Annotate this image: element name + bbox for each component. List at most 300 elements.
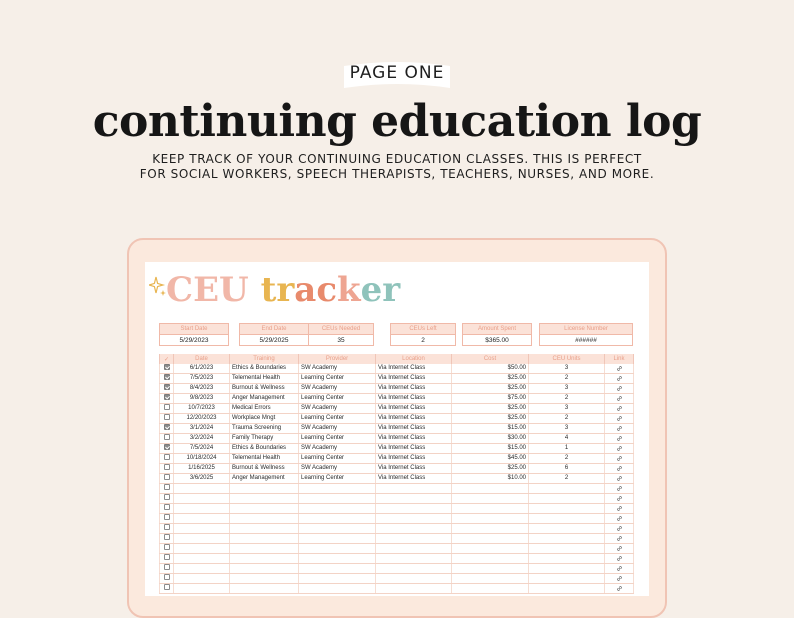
cost-cell[interactable] [452, 504, 529, 514]
checkbox-icon[interactable] [164, 504, 170, 510]
summary-field-start-date[interactable] [159, 323, 229, 346]
date-cell[interactable] [174, 484, 230, 494]
training-cell[interactable]: Medical Errors [230, 404, 299, 414]
checkbox-icon[interactable] [164, 574, 170, 580]
units-cell[interactable]: 2 [529, 414, 605, 424]
units-cell[interactable] [529, 494, 605, 504]
link-icon[interactable] [616, 385, 623, 392]
units-cell[interactable]: 2 [529, 454, 605, 464]
checkbox-cell [160, 504, 174, 514]
checkbox-icon[interactable] [164, 404, 170, 410]
logo-letter: c [316, 270, 338, 310]
link-cell [605, 434, 634, 444]
page-one-label: PAGE ONE [349, 63, 445, 83]
ceu-log-table [159, 354, 634, 594]
checkbox-cell [160, 404, 174, 414]
checkbox-icon[interactable] [164, 584, 170, 590]
location-cell[interactable] [376, 524, 452, 534]
cost-cell[interactable] [452, 564, 529, 574]
checkbox-cell [160, 454, 174, 464]
location-cell[interactable]: Via Internet Class [376, 454, 452, 464]
training-cell[interactable] [230, 484, 299, 494]
table-row [160, 454, 634, 464]
table-row [160, 534, 634, 544]
location-cell[interactable] [376, 494, 452, 504]
units-cell[interactable]: 3 [529, 404, 605, 414]
date-cell[interactable] [174, 534, 230, 544]
logo-letter: U [218, 270, 249, 310]
table-row [160, 434, 634, 444]
cost-cell[interactable]: $25.00 [452, 464, 529, 474]
location-cell[interactable]: Via Internet Class [376, 464, 452, 474]
link-cell [605, 534, 634, 544]
logo-letter: r [276, 270, 295, 310]
date-cell[interactable]: 7/5/2024 [174, 444, 230, 454]
link-icon[interactable] [616, 555, 623, 562]
checkbox-icon[interactable] [164, 424, 170, 430]
cost-cell[interactable] [452, 514, 529, 524]
summary-value[interactable]: $365.00 [485, 337, 509, 344]
location-cell[interactable] [376, 584, 452, 594]
provider-cell[interactable]: SW Academy [299, 404, 376, 414]
sparkle-icon [149, 276, 167, 298]
ceu-tracker-logo [166, 270, 400, 310]
logo-letter: r [382, 270, 401, 310]
training-cell[interactable] [230, 574, 299, 584]
location-cell[interactable]: Via Internet Class [376, 414, 452, 424]
date-cell[interactable]: 3/6/2025 [174, 474, 230, 484]
summary-value[interactable]: 5/29/2023 [179, 337, 209, 344]
table-row [160, 364, 634, 374]
location-cell[interactable] [376, 574, 452, 584]
units-cell[interactable]: 2 [529, 374, 605, 384]
cost-cell[interactable] [452, 534, 529, 544]
date-cell[interactable] [174, 564, 230, 574]
summary-field-license-number[interactable] [539, 323, 633, 346]
date-cell[interactable] [174, 514, 230, 524]
location-cell[interactable]: Via Internet Class [376, 404, 452, 414]
provider-cell[interactable]: Learning Center [299, 474, 376, 484]
link-icon[interactable] [616, 515, 623, 522]
checkbox-icon[interactable] [164, 384, 170, 390]
table-row [160, 474, 634, 484]
date-cell[interactable]: 8/4/2023 [174, 384, 230, 394]
cost-cell[interactable]: $45.00 [452, 454, 529, 464]
cost-cell[interactable]: $10.00 [452, 474, 529, 484]
cost-cell[interactable] [452, 544, 529, 554]
cost-cell[interactable]: $25.00 [452, 384, 529, 394]
table-row [160, 554, 634, 564]
date-cell[interactable] [174, 544, 230, 554]
checkbox-icon[interactable] [164, 524, 170, 530]
link-icon[interactable] [616, 495, 623, 502]
column-header: ✓ [160, 354, 174, 364]
provider-cell[interactable] [299, 554, 376, 564]
provider-cell[interactable]: SW Academy [299, 384, 376, 394]
units-cell[interactable] [529, 514, 605, 524]
units-cell[interactable] [529, 484, 605, 494]
checkbox-icon[interactable] [164, 494, 170, 500]
checkbox-icon[interactable] [164, 434, 170, 440]
provider-cell[interactable] [299, 514, 376, 524]
cost-cell[interactable] [452, 484, 529, 494]
page-title: continuing education log [92, 96, 702, 147]
units-cell[interactable] [529, 554, 605, 564]
training-cell[interactable]: Workplace Mngt [230, 414, 299, 424]
date-cell[interactable] [174, 574, 230, 584]
column-header: Date [174, 354, 230, 364]
date-cell[interactable]: 7/5/2023 [174, 374, 230, 384]
checkbox-icon[interactable] [164, 394, 170, 400]
date-cell[interactable] [174, 524, 230, 534]
training-cell[interactable] [230, 514, 299, 524]
provider-cell[interactable] [299, 574, 376, 584]
location-cell[interactable] [376, 534, 452, 544]
cost-cell[interactable]: $30.00 [452, 434, 529, 444]
checkbox-cell [160, 534, 174, 544]
location-cell[interactable]: Via Internet Class [376, 424, 452, 434]
link-cell [605, 494, 634, 504]
checkbox-icon[interactable] [164, 474, 170, 480]
units-cell[interactable] [529, 564, 605, 574]
location-cell[interactable]: Via Internet Class [376, 384, 452, 394]
checkbox-icon[interactable] [164, 454, 170, 460]
units-cell[interactable] [529, 544, 605, 554]
units-cell[interactable]: 6 [529, 464, 605, 474]
checkbox-cell [160, 444, 174, 454]
link-cell [605, 394, 634, 404]
provider-cell[interactable] [299, 484, 376, 494]
table-row [160, 544, 634, 554]
checkbox-cell [160, 574, 174, 584]
checkbox-cell [160, 584, 174, 594]
link-icon[interactable] [616, 415, 623, 422]
provider-cell[interactable] [299, 504, 376, 514]
date-cell[interactable] [174, 554, 230, 564]
column-header: Provider [299, 354, 376, 364]
table-row [160, 574, 634, 584]
table-row [160, 584, 634, 594]
date-cell[interactable]: 12/20/2023 [174, 414, 230, 424]
summary-field-end-date[interactable] [239, 323, 309, 346]
table-row [160, 494, 634, 504]
link-cell [605, 374, 634, 384]
location-cell[interactable]: Via Internet Class [376, 444, 452, 454]
summary-label: CEUs Needed [309, 324, 373, 335]
cost-cell[interactable] [452, 584, 529, 594]
cost-cell[interactable]: $50.00 [452, 364, 529, 374]
location-cell[interactable] [376, 564, 452, 574]
provider-cell[interactable]: Learning Center [299, 394, 376, 404]
summary-label: Start Date [160, 324, 228, 335]
checkbox-cell [160, 484, 174, 494]
training-cell[interactable] [230, 584, 299, 594]
date-cell[interactable]: 9/8/2023 [174, 394, 230, 404]
checkbox-cell [160, 434, 174, 444]
table-body [160, 364, 634, 594]
checkbox-cell [160, 384, 174, 394]
logo-letter: a [294, 270, 317, 310]
table-row [160, 484, 634, 494]
link-cell [605, 414, 634, 424]
link-cell [605, 544, 634, 554]
link-cell [605, 464, 634, 474]
units-cell[interactable] [529, 584, 605, 594]
link-cell [605, 554, 634, 564]
summary-field-ceus-needed[interactable] [308, 323, 374, 346]
cost-cell[interactable] [452, 494, 529, 504]
provider-cell[interactable] [299, 534, 376, 544]
units-cell[interactable] [529, 524, 605, 534]
provider-cell[interactable] [299, 584, 376, 594]
link-icon[interactable] [616, 525, 623, 532]
checkbox-cell [160, 524, 174, 534]
provider-cell[interactable]: SW Academy [299, 364, 376, 374]
units-cell[interactable]: 2 [529, 474, 605, 484]
table-row [160, 414, 634, 424]
link-icon[interactable] [616, 375, 623, 382]
page-subtitle [100, 152, 694, 182]
column-header: Cost [452, 354, 529, 364]
units-cell[interactable]: 4 [529, 434, 605, 444]
date-cell[interactable] [174, 494, 230, 504]
subtitle-line-1: KEEP TRACK OF YOUR CONTINUING EDUCATION CLASSES. THIS IS PERFECT [152, 152, 642, 166]
training-cell[interactable]: Telemental Health [230, 454, 299, 464]
location-cell[interactable]: Via Internet Class [376, 394, 452, 404]
checkbox-icon[interactable] [164, 534, 170, 540]
units-cell[interactable]: 2 [529, 394, 605, 404]
link-icon[interactable] [616, 565, 623, 572]
location-cell[interactable]: Via Internet Class [376, 364, 452, 374]
link-icon[interactable] [616, 475, 623, 482]
link-cell [605, 524, 634, 534]
page-one-badge [340, 58, 454, 92]
provider-cell[interactable]: SW Academy [299, 424, 376, 434]
checkbox-cell [160, 474, 174, 484]
summary-field-ceus-left[interactable] [390, 323, 456, 346]
checkbox-icon[interactable] [164, 464, 170, 470]
units-cell[interactable]: 3 [529, 364, 605, 374]
date-cell[interactable]: 3/1/2024 [174, 424, 230, 434]
checkbox-icon[interactable] [164, 364, 170, 370]
provider-cell[interactable] [299, 524, 376, 534]
checkbox-icon[interactable] [164, 514, 170, 520]
training-cell[interactable]: Family Therapy [230, 434, 299, 444]
link-icon[interactable] [616, 485, 623, 492]
provider-cell[interactable]: Learning Center [299, 374, 376, 384]
checkbox-cell [160, 494, 174, 504]
location-cell[interactable] [376, 484, 452, 494]
location-cell[interactable] [376, 504, 452, 514]
logo-letter: E [193, 270, 219, 310]
table-row [160, 444, 634, 454]
date-cell[interactable]: 10/7/2023 [174, 404, 230, 414]
table-row [160, 514, 634, 524]
training-cell[interactable]: Ethics & Boundaries [230, 364, 299, 374]
logo-letter: C [166, 270, 194, 310]
summary-label: License Number [540, 324, 632, 335]
training-cell[interactable] [230, 554, 299, 564]
link-cell [605, 504, 634, 514]
units-cell[interactable]: 3 [529, 384, 605, 394]
date-cell[interactable]: 10/18/2024 [174, 454, 230, 464]
checkbox-icon[interactable] [164, 544, 170, 550]
cost-cell[interactable] [452, 524, 529, 534]
link-cell [605, 584, 634, 594]
link-icon[interactable] [616, 425, 623, 432]
training-cell[interactable]: Trauma Screening [230, 424, 299, 434]
summary-label: End Date [240, 324, 308, 335]
units-cell[interactable] [529, 574, 605, 584]
link-cell [605, 424, 634, 434]
provider-cell[interactable] [299, 564, 376, 574]
table-row [160, 394, 634, 404]
units-cell[interactable] [529, 504, 605, 514]
checkbox-icon[interactable] [164, 374, 170, 380]
table-row [160, 404, 634, 414]
cost-cell[interactable]: $15.00 [452, 444, 529, 454]
link-cell [605, 564, 634, 574]
cost-cell[interactable]: $25.00 [452, 414, 529, 424]
cost-cell[interactable] [452, 574, 529, 584]
location-cell[interactable] [376, 544, 452, 554]
summary-label: Amount Spent [463, 324, 531, 335]
link-cell [605, 484, 634, 494]
checkbox-icon[interactable] [164, 564, 170, 570]
link-cell [605, 384, 634, 394]
link-icon[interactable] [616, 575, 623, 582]
units-cell[interactable] [529, 534, 605, 544]
date-cell[interactable]: 3/2/2024 [174, 434, 230, 444]
logo-letter: k [337, 270, 361, 310]
table-row [160, 384, 634, 394]
units-cell[interactable]: 3 [529, 424, 605, 434]
table-row [160, 374, 634, 384]
link-cell [605, 444, 634, 454]
link-icon[interactable] [616, 455, 623, 462]
training-cell[interactable] [230, 564, 299, 574]
link-cell [605, 454, 634, 464]
training-cell[interactable]: Burnout & Wellness [230, 384, 299, 394]
units-cell[interactable]: 1 [529, 444, 605, 454]
link-icon[interactable] [616, 505, 623, 512]
summary-value[interactable]: 35 [337, 337, 345, 344]
checkbox-icon[interactable] [164, 484, 170, 490]
cost-cell[interactable]: $75.00 [452, 394, 529, 404]
training-cell[interactable]: Anger Management [230, 474, 299, 484]
training-cell[interactable] [230, 544, 299, 554]
table-header-row [160, 354, 634, 364]
summary-value[interactable]: 5/29/2025 [259, 337, 289, 344]
link-icon[interactable] [616, 545, 623, 552]
provider-cell[interactable] [299, 544, 376, 554]
subtitle-line-2: FOR SOCIAL WORKERS, SPEECH THERAPISTS, TEACHERS, NURSES, AND MORE. [139, 167, 655, 181]
summary-value[interactable]: 2 [421, 337, 425, 344]
link-icon[interactable] [616, 395, 623, 402]
checkbox-cell [160, 394, 174, 404]
checkbox-cell [160, 364, 174, 374]
training-cell[interactable] [230, 534, 299, 544]
summary-label: CEUs Left [391, 324, 455, 335]
column-header: Location [376, 354, 452, 364]
date-cell[interactable]: 1/16/2025 [174, 464, 230, 474]
summary-field-amount-spent[interactable] [462, 323, 532, 346]
location-cell[interactable]: Via Internet Class [376, 374, 452, 384]
date-cell[interactable]: 6/1/2023 [174, 364, 230, 374]
provider-cell[interactable]: SW Academy [299, 464, 376, 474]
date-cell[interactable] [174, 504, 230, 514]
provider-cell[interactable] [299, 494, 376, 504]
link-icon[interactable] [616, 465, 623, 472]
logo-letter: t [260, 270, 277, 310]
checkbox-cell [160, 564, 174, 574]
location-cell[interactable]: Via Internet Class [376, 474, 452, 484]
training-cell[interactable]: Ethics & Boundaries [230, 444, 299, 454]
table-row [160, 424, 634, 434]
link-icon[interactable] [616, 445, 623, 452]
cost-cell[interactable] [452, 554, 529, 564]
checkbox-cell [160, 464, 174, 474]
checkbox-cell [160, 414, 174, 424]
checkbox-cell [160, 424, 174, 434]
checkbox-icon[interactable] [164, 414, 170, 420]
training-cell[interactable]: Anger Management [230, 394, 299, 404]
training-cell[interactable]: Telemental Health [230, 374, 299, 384]
column-header: Training [230, 354, 299, 364]
link-icon[interactable] [616, 535, 623, 542]
provider-cell[interactable]: Learning Center [299, 434, 376, 444]
checkbox-cell [160, 544, 174, 554]
link-cell [605, 364, 634, 374]
provider-cell[interactable]: SW Academy [299, 444, 376, 454]
training-cell[interactable]: Burnout & Wellness [230, 464, 299, 474]
training-cell[interactable] [230, 504, 299, 514]
checkbox-icon[interactable] [164, 554, 170, 560]
table-row [160, 524, 634, 534]
location-cell[interactable] [376, 514, 452, 524]
summary-value[interactable]: ###### [575, 337, 597, 344]
training-cell[interactable] [230, 494, 299, 504]
link-icon[interactable] [616, 435, 623, 442]
link-cell [605, 574, 634, 584]
link-cell [605, 514, 634, 524]
provider-cell[interactable]: Learning Center [299, 414, 376, 424]
date-cell[interactable] [174, 584, 230, 594]
link-cell [605, 474, 634, 484]
table-row [160, 504, 634, 514]
link-icon[interactable] [616, 365, 623, 372]
checkbox-icon[interactable] [164, 444, 170, 450]
link-icon[interactable] [616, 405, 623, 412]
checkbox-cell [160, 374, 174, 384]
cost-cell[interactable]: $25.00 [452, 404, 529, 414]
location-cell[interactable] [376, 554, 452, 564]
table-row [160, 464, 634, 474]
cost-cell[interactable]: $25.00 [452, 374, 529, 384]
checkbox-cell [160, 554, 174, 564]
link-cell [605, 404, 634, 414]
column-header: Link [605, 354, 634, 364]
summary-fields [159, 323, 633, 347]
provider-cell[interactable]: Learning Center [299, 454, 376, 464]
cost-cell[interactable]: $15.00 [452, 424, 529, 434]
link-icon[interactable] [616, 585, 623, 592]
column-header: CEU Units [529, 354, 605, 364]
training-cell[interactable] [230, 524, 299, 534]
location-cell[interactable]: Via Internet Class [376, 434, 452, 444]
table-row [160, 564, 634, 574]
checkbox-cell [160, 514, 174, 524]
